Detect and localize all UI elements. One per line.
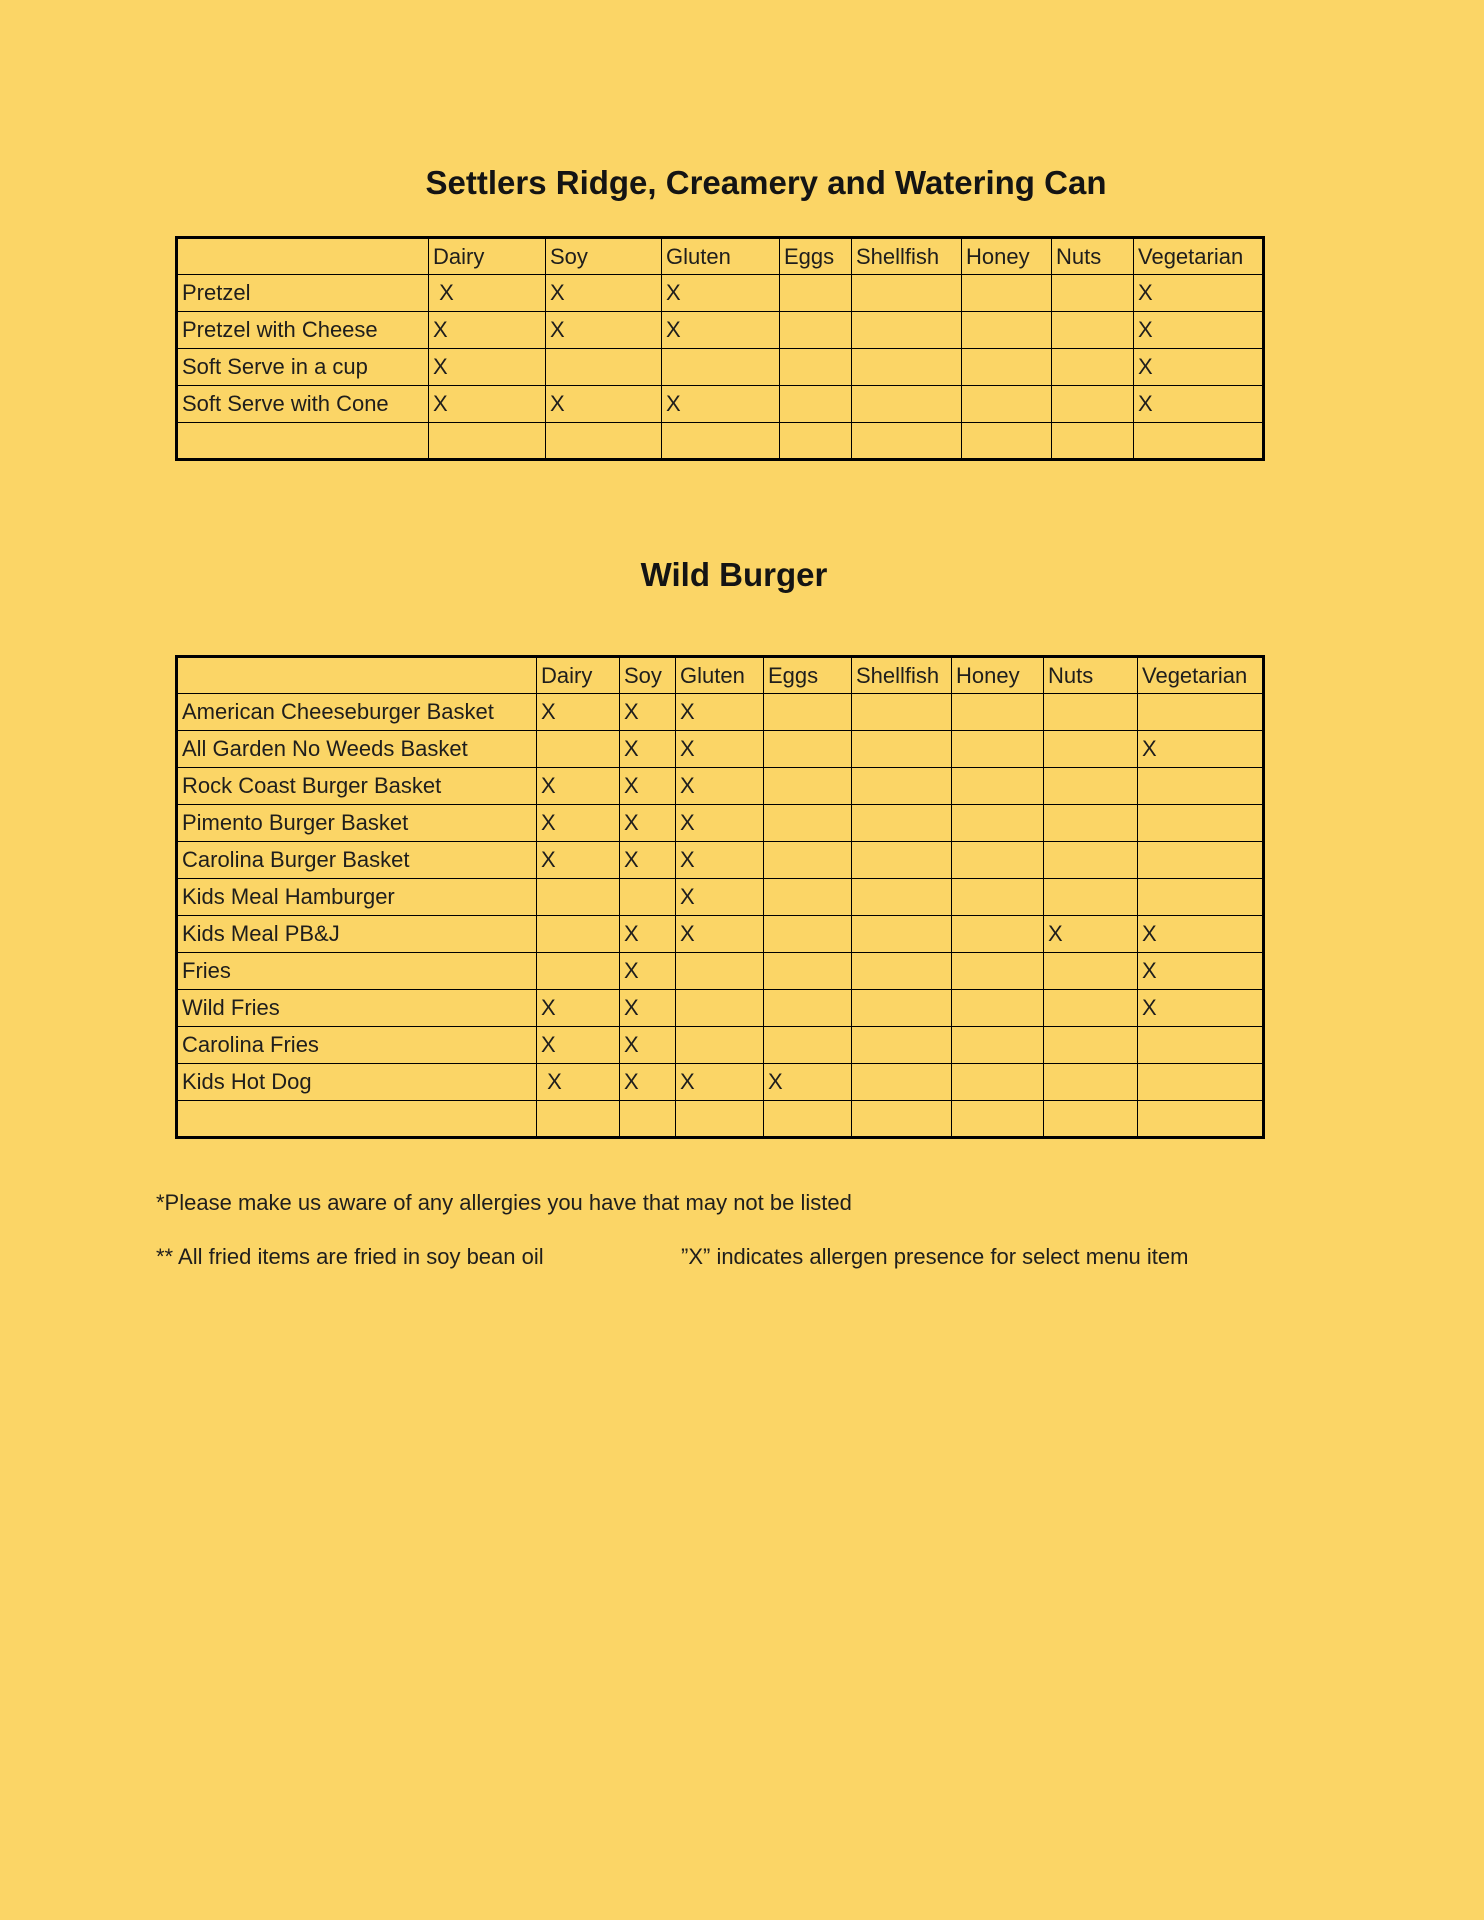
footnote-x-legend: ”X” indicates allergen presence for select menu item	[681, 1244, 1189, 1269]
allergen-mark-cell	[852, 312, 962, 349]
allergen-mark-cell: X	[620, 1064, 676, 1101]
allergen-mark-cell: X	[1134, 312, 1264, 349]
allergen-mark-cell	[952, 694, 1044, 731]
allergen-mark-cell	[676, 1027, 764, 1064]
allergen-mark-cell: X	[537, 990, 620, 1027]
allergen-column-header: Dairy	[537, 657, 620, 694]
allergen-mark-cell: X	[537, 1027, 620, 1064]
allergen-mark-cell	[962, 386, 1052, 423]
allergen-mark-cell	[852, 423, 962, 460]
allergen-mark-cell: X	[429, 386, 546, 423]
allergen-mark-cell	[1044, 879, 1138, 916]
allergen-mark-cell	[852, 990, 952, 1027]
allergen-mark-cell: X	[1134, 349, 1264, 386]
allergen-mark-cell	[764, 1101, 852, 1138]
allergen-mark-cell: X	[676, 694, 764, 731]
allergen-mark-cell	[1138, 842, 1264, 879]
allergen-mark-cell: X	[537, 842, 620, 879]
menu-item-row	[177, 275, 1264, 312]
allergen-mark-cell: X	[620, 731, 676, 768]
item-name-cell: All Garden No Weeds Basket	[177, 731, 537, 768]
allergen-mark-cell	[952, 916, 1044, 953]
allergen-mark-cell: X	[620, 1027, 676, 1064]
allergen-mark-cell: X	[662, 312, 780, 349]
allergen-column-header: Soy	[620, 657, 676, 694]
header-row	[177, 657, 1264, 694]
allergen-column-header: Eggs	[780, 238, 852, 275]
allergen-mark-cell	[852, 1027, 952, 1064]
allergen-mark-cell: X	[1138, 731, 1264, 768]
allergen-mark-cell	[764, 694, 852, 731]
menu-item-row	[177, 312, 1264, 349]
allergen-mark-cell	[962, 423, 1052, 460]
allergen-mark-cell	[852, 1101, 952, 1138]
allergen-mark-cell	[962, 312, 1052, 349]
allergen-mark-cell	[1044, 842, 1138, 879]
item-column-header	[177, 657, 537, 694]
allergen-mark-cell: X	[620, 805, 676, 842]
allergen-mark-cell	[1138, 694, 1264, 731]
allergen-column-header: Gluten	[676, 657, 764, 694]
allergen-mark-cell	[1044, 1027, 1138, 1064]
allergen-mark-cell	[620, 879, 676, 916]
allergen-column-header: Shellfish	[852, 657, 952, 694]
menu-item-row	[177, 694, 1264, 731]
item-name-cell: Fries	[177, 953, 537, 990]
allergen-mark-cell	[1052, 275, 1134, 312]
allergen-table-wild-burger	[175, 655, 1265, 1139]
allergen-mark-cell	[764, 805, 852, 842]
allergen-mark-cell: X	[662, 275, 780, 312]
item-name-cell: Pretzel with Cheese	[177, 312, 429, 349]
allergen-mark-cell	[952, 805, 1044, 842]
allergen-mark-cell	[676, 1101, 764, 1138]
allergen-mark-cell	[1044, 805, 1138, 842]
allergen-column-header: Soy	[546, 238, 662, 275]
allergen-column-header: Nuts	[1052, 238, 1134, 275]
allergen-mark-cell	[852, 694, 952, 731]
allergen-mark-cell	[1044, 1101, 1138, 1138]
item-name-cell: Kids Meal Hamburger	[177, 879, 537, 916]
allergen-mark-cell	[764, 953, 852, 990]
item-name-cell: Wild Fries	[177, 990, 537, 1027]
allergen-column-header: Vegetarian	[1134, 238, 1264, 275]
allergen-mark-cell	[1044, 731, 1138, 768]
allergen-mark-cell	[537, 953, 620, 990]
menu-item-row	[177, 1101, 1264, 1138]
footnote-soy-bean-oil: ** All fried items are fried in soy bean oil	[156, 1244, 544, 1269]
allergen-mark-cell	[1044, 1064, 1138, 1101]
allergen-mark-cell: X	[620, 694, 676, 731]
allergen-column-header: Honey	[952, 657, 1044, 694]
allergen-mark-cell	[764, 842, 852, 879]
allergen-mark-cell	[1138, 768, 1264, 805]
allergen-mark-cell	[780, 349, 852, 386]
allergen-mark-cell	[962, 275, 1052, 312]
allergen-mark-cell: X	[1134, 386, 1264, 423]
allergen-mark-cell	[852, 275, 962, 312]
allergen-column-header: Vegetarian	[1138, 657, 1264, 694]
section-title-wild-burger: Wild Burger	[640, 556, 828, 594]
allergen-mark-cell	[662, 423, 780, 460]
allergen-mark-cell	[546, 349, 662, 386]
allergen-mark-cell	[962, 349, 1052, 386]
allergen-mark-cell	[852, 953, 952, 990]
menu-item-row	[177, 842, 1264, 879]
allergen-mark-cell: X	[1138, 990, 1264, 1027]
menu-item-row	[177, 1064, 1264, 1101]
header-row	[177, 238, 1264, 275]
allergen-mark-cell	[852, 1064, 952, 1101]
allergen-mark-cell: X	[537, 694, 620, 731]
allergen-mark-cell: X	[676, 805, 764, 842]
allergen-mark-cell: X	[537, 805, 620, 842]
allergen-mark-cell	[662, 349, 780, 386]
allergen-column-header: Shellfish	[852, 238, 962, 275]
allergen-mark-cell	[676, 953, 764, 990]
allergen-mark-cell	[852, 386, 962, 423]
allergen-mark-cell: X	[429, 349, 546, 386]
allergen-mark-cell	[852, 349, 962, 386]
allergen-mark-cell	[852, 916, 952, 953]
item-name-cell: Kids Hot Dog	[177, 1064, 537, 1101]
allergen-mark-cell: X	[764, 1064, 852, 1101]
allergen-mark-cell	[952, 1101, 1044, 1138]
menu-item-row	[177, 768, 1264, 805]
allergen-mark-cell: X	[1044, 916, 1138, 953]
allergen-mark-cell	[620, 1101, 676, 1138]
allergen-mark-cell: X	[676, 768, 764, 805]
allergen-mark-cell	[1044, 953, 1138, 990]
item-name-cell: Pimento Burger Basket	[177, 805, 537, 842]
allergen-mark-cell: X	[1134, 275, 1264, 312]
menu-item-row	[177, 423, 1264, 460]
item-name-cell	[177, 423, 429, 460]
allergen-mark-cell	[952, 768, 1044, 805]
item-name-cell	[177, 1101, 537, 1138]
allergen-mark-cell	[1044, 990, 1138, 1027]
allergen-column-header: Honey	[962, 238, 1052, 275]
section-title-settlers-ridge: Settlers Ridge, Creamery and Watering Can	[425, 164, 1107, 202]
allergen-mark-cell: X	[620, 953, 676, 990]
allergen-mark-cell	[546, 423, 662, 460]
allergen-mark-cell: X	[676, 916, 764, 953]
allergen-mark-cell: X	[546, 312, 662, 349]
allergen-mark-cell	[1138, 1064, 1264, 1101]
allergen-mark-cell	[537, 916, 620, 953]
allergen-mark-cell	[852, 805, 952, 842]
allergen-mark-cell	[537, 879, 620, 916]
allergen-mark-cell	[764, 1027, 852, 1064]
allergen-mark-cell: X	[662, 386, 780, 423]
allergen-mark-cell	[1138, 805, 1264, 842]
allergen-mark-cell	[764, 916, 852, 953]
allergen-mark-cell	[764, 768, 852, 805]
item-name-cell: Kids Meal PB&J	[177, 916, 537, 953]
allergen-mark-cell: X	[620, 916, 676, 953]
allergen-mark-cell	[852, 731, 952, 768]
allergen-mark-cell	[952, 990, 1044, 1027]
allergen-mark-cell	[764, 879, 852, 916]
menu-item-row	[177, 953, 1264, 990]
allergen-mark-cell	[852, 879, 952, 916]
allergen-mark-cell	[780, 312, 852, 349]
item-name-cell: Soft Serve with Cone	[177, 386, 429, 423]
menu-item-row	[177, 990, 1264, 1027]
allergen-mark-cell	[429, 423, 546, 460]
allergen-mark-cell: X	[676, 1064, 764, 1101]
allergen-mark-cell	[952, 879, 1044, 916]
allergen-mark-cell	[1134, 423, 1264, 460]
allergen-mark-cell	[1138, 1101, 1264, 1138]
allergen-mark-cell	[1044, 768, 1138, 805]
item-name-cell: American Cheeseburger Basket	[177, 694, 537, 731]
allergen-mark-cell	[780, 423, 852, 460]
item-column-header	[177, 238, 429, 275]
allergen-mark-cell: X	[1138, 953, 1264, 990]
allergen-mark-cell	[852, 768, 952, 805]
allergen-mark-cell: X	[676, 842, 764, 879]
allergen-column-header: Nuts	[1044, 657, 1138, 694]
allergen-column-header: Eggs	[764, 657, 852, 694]
allergen-mark-cell: X	[546, 275, 662, 312]
menu-item-row	[177, 916, 1264, 953]
menu-item-row	[177, 731, 1264, 768]
allergen-mark-cell: X	[620, 768, 676, 805]
item-name-cell: Carolina Fries	[177, 1027, 537, 1064]
item-name-cell: Rock Coast Burger Basket	[177, 768, 537, 805]
allergen-mark-cell	[1052, 386, 1134, 423]
footnote-allergies-notice: *Please make us aware of any allergies you have that may not be listed	[156, 1190, 852, 1215]
allergen-mark-cell	[676, 990, 764, 1027]
menu-item-row	[177, 805, 1264, 842]
allergen-mark-cell: X	[620, 842, 676, 879]
allergen-mark-cell	[952, 731, 1044, 768]
allergen-mark-cell	[1044, 694, 1138, 731]
allergen-mark-cell: X	[429, 312, 546, 349]
allergen-mark-cell	[1052, 312, 1134, 349]
allergen-mark-cell	[537, 1101, 620, 1138]
allergen-column-header: Dairy	[429, 238, 546, 275]
item-name-cell: Carolina Burger Basket	[177, 842, 537, 879]
allergen-mark-cell	[952, 1064, 1044, 1101]
allergen-mark-cell	[764, 731, 852, 768]
allergen-mark-cell	[537, 731, 620, 768]
allergen-table-settlers-ridge	[175, 236, 1265, 461]
allergen-mark-cell	[952, 842, 1044, 879]
allergen-mark-cell	[1052, 423, 1134, 460]
allergen-mark-cell: X	[676, 879, 764, 916]
allergen-mark-cell: X	[537, 768, 620, 805]
menu-item-row	[177, 1027, 1264, 1064]
allergen-mark-cell	[952, 1027, 1044, 1064]
allergen-column-header: Gluten	[662, 238, 780, 275]
item-name-cell: Soft Serve in a cup	[177, 349, 429, 386]
allergen-mark-cell	[1138, 879, 1264, 916]
allergen-mark-cell	[764, 990, 852, 1027]
menu-item-row	[177, 386, 1264, 423]
allergen-mark-cell	[1138, 1027, 1264, 1064]
menu-item-row	[177, 879, 1264, 916]
allergen-mark-cell: X	[620, 990, 676, 1027]
item-name-cell: Pretzel	[177, 275, 429, 312]
allergen-mark-cell	[780, 386, 852, 423]
allergen-mark-cell: X	[537, 1064, 620, 1101]
allergen-mark-cell: X	[1138, 916, 1264, 953]
allergen-mark-cell	[1052, 349, 1134, 386]
allergen-mark-cell	[952, 953, 1044, 990]
allergen-mark-cell: X	[546, 386, 662, 423]
menu-item-row	[177, 349, 1264, 386]
allergen-mark-cell: X	[429, 275, 546, 312]
allergen-mark-cell	[780, 275, 852, 312]
allergen-mark-cell	[852, 842, 952, 879]
allergen-mark-cell: X	[676, 731, 764, 768]
